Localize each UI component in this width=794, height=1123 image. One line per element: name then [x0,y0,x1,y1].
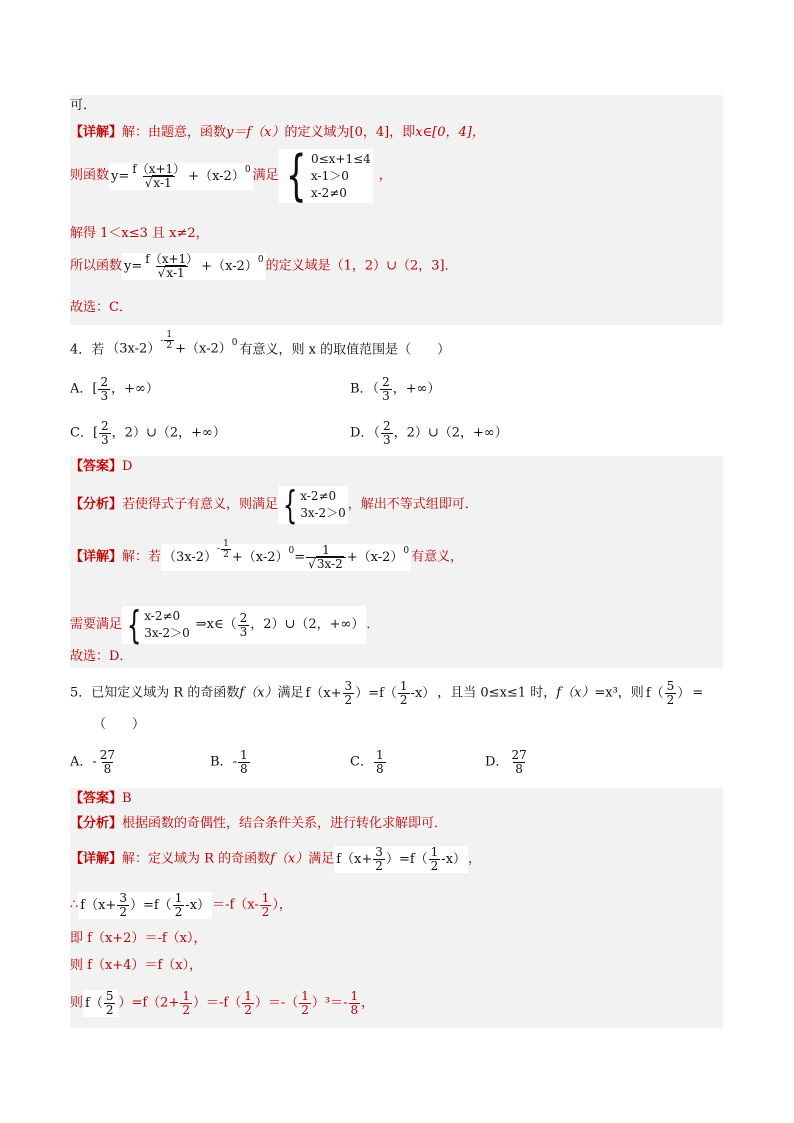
function-expr: y＝f（x） [226,125,285,140]
brace-icon: { [282,483,298,527]
condition-3: x-2≠0 [310,185,347,200]
option-4a[interactable] [70,376,159,403]
option-4d[interactable] [350,420,508,447]
option-5c[interactable]: C． $\frac{1}{8}$ [350,748,384,776]
line-period-2: 即 f（x+2）＝-f（x）， [70,931,207,946]
radicand: x-1 [166,266,185,280]
line-answer [70,459,132,475]
text: =x³，则 [594,685,644,701]
solution-block-q5 [70,788,723,1028]
line-therefore: ∴ f（x+ $\frac{3}{2}$ ）=f（ $\frac{1}{2}$ -x） ＝-f（x- $\frac{1}{2}$ ）， [70,891,292,919]
option-label: B．（ [350,381,380,397]
solution-block-q4 [70,456,723,668]
detail-text: 的定义域为[0，4]，即 [284,125,416,140]
fraction: $\frac{2}{3}$ [101,419,109,447]
exponent [160,330,175,351]
text: ）＝-（ [254,995,299,1011]
text: ＝-f（x- [212,897,259,913]
option-label: C． [350,754,373,770]
line-detail [70,846,481,873]
line-choose: 故选：D． [70,649,133,664]
text: ， [468,851,482,867]
brace-icon: { [285,144,307,207]
domain-expr: x∈[0，4]， [415,125,485,140]
option-label: B． [210,754,233,770]
line-period-4: 则 f（x+4）＝f（x）， [70,958,203,973]
numerator: f（x+1） [132,161,186,176]
text: ，解出不等式组即可． [347,497,478,512]
exp-sign: - [160,335,164,346]
text: 4．若 [70,342,105,358]
option-label: A．[ [70,381,98,397]
option-label: D． [485,754,509,770]
option-5d[interactable]: D． $\frac{27}{8}$ [485,748,527,776]
text: ）³＝- [311,995,348,1011]
analysis-tag: 【分析】 [70,816,123,831]
denominator: √x-1 [143,176,175,190]
option-label: C．[ [70,425,99,441]
text: 满足 [308,851,335,867]
answer-value: B [122,791,132,806]
option-tail: ，2）∪（2，+∞） [393,425,508,441]
line-analysis [70,483,478,527]
detail-tag: 【详解】 [70,851,123,867]
detail-text: 解：由题意，函数 [122,125,227,140]
math-y: y= [111,168,130,184]
solution-block-q3 [70,95,723,325]
denominator: √x-1 [156,266,188,280]
detail-tag: 【详解】 [70,549,123,565]
text: 解：定义域为 R 的奇函数 [122,851,271,867]
question-5-paren: （ ） [93,717,146,732]
function-expr: f（x） [270,851,309,867]
line-continuation: 可． [70,98,97,113]
formula-box: f（x+ $\frac{3}{2}$ ）=f（ $\frac{1}{2}$ -x） [305,679,436,707]
line-need [70,603,380,647]
option-tail: ，+∞） [111,381,159,397]
numerator: f（x+1） [145,252,199,266]
exponent: 0 [257,255,264,265]
text: ， [378,168,392,183]
math-y: y= [124,259,143,274]
question-4-stem [70,330,451,361]
condition-system [278,483,348,527]
formula-box [122,253,266,280]
line-conditions [70,144,392,207]
denominator: 2 [166,341,173,351]
radicand: x-1 [153,175,172,190]
line-final: 则 f（ $\frac{5}{2}$ ）=f（2+ $\frac{1}{2}$ ）＝-f（ $\frac{1}{2}$ ）＝-（ $\frac{1}{2}$ ）³＝- $\frac{1}{8}$ ， [70,989,375,1017]
fraction: $\frac{2}{3}$ [382,419,391,447]
formula-box: f（x+ $\frac{3}{2}$ ）=f（ $\frac{1}{2}$ -x） [336,845,467,873]
option-4c[interactable] [70,420,226,447]
line-analysis [70,816,447,832]
option-tail: ，2）∪（2，+∞） [111,425,226,441]
math-term: +（x-2） [201,259,258,274]
question-5-stem [70,680,703,707]
condition-2: x-1＞0 [310,168,349,183]
text: = [692,685,704,701]
answer-tag: 【答案】 [70,791,123,806]
text: ， [361,995,375,1011]
text: 若使得式子有意义，则满足 [122,497,279,512]
math-base: （3x-2） [106,341,161,357]
formula-box [109,163,253,190]
text: 有意义， [411,549,464,565]
exponent: 0 [244,164,251,175]
formula-box: { x-2≠0 3x-2＞0 ⇒x∈（ $\frac{2}{3}$ ，2）∪（2，+∞） [122,606,366,644]
text: 则 [70,995,84,1011]
detail-tag: 【详解】 [70,125,123,140]
option-label: D．（ [350,425,380,441]
fraction [143,253,200,280]
fraction [130,163,187,190]
fraction: $\frac{2}{3}$ [382,375,390,403]
formula-box: f（ $\frac{5}{2}$ ） [645,679,691,707]
analysis-tag: 【分析】 [70,497,123,512]
text: 所以函数 [70,258,123,274]
formula-box: （3x-2） - $\frac{1}{2}$ $+(x-2)^0=$ $\frac{1}{√3x-2}$ $+(x-2)^0$ [163,538,410,571]
answer-tag: 【答案】 [70,459,123,474]
function-expr: f（x） [556,685,595,701]
option-4b[interactable] [350,376,440,403]
option-5a[interactable]: A．- $\frac{27}{8}$ [70,748,116,776]
text: 5．已知定义域为 R 的奇函数 [70,685,240,701]
line-detail-domain [70,125,485,141]
analysis-text: 根据函数的奇偶性，结合条件关系，进行转化求解即可． [122,816,448,831]
condition-2: 3x-2＞0 [300,506,346,520]
text: ）， [272,897,292,913]
option-label: A． [70,754,93,770]
formula-box [104,330,239,361]
line-result [70,253,458,280]
exponent: 0 [231,337,238,348]
brace-icon: { [126,603,142,647]
line-solution: 解得 1＜x≤3 且 x≠2， [70,226,209,241]
text: 解：若 [122,549,162,565]
numerator: 1 [166,330,173,340]
option-5b[interactable]: B．- $\frac{1}{8}$ [210,748,248,776]
condition-1: x-2≠0 [300,489,337,503]
condition-system [279,144,373,207]
text: 的定义域是（1，2）∪（2，3]． [265,258,458,274]
text: 则函数 [70,168,110,183]
text: ）=f（2+ [118,995,180,1011]
math-term: +（x-2） [188,168,245,184]
text: 满足 [252,168,279,183]
answer-value: D [122,459,133,474]
condition-1: 0≤x+1≤4 [310,151,371,166]
text: 需要满足 [70,617,123,632]
text: 满足 [277,685,304,701]
text: ． [366,617,380,632]
formula-box: f（x+ $\frac{3}{2}$ ）=f（ $\frac{1}{2}$ -x） [80,891,211,919]
math-term: +（x-2） [175,341,232,357]
text: ，且当 0≤x≤1 时， [437,685,557,701]
line-answer [70,791,132,807]
line-detail [70,538,464,571]
fraction: $\frac{1}{√3x-2}$ [306,544,346,571]
text: ）＝-f（ [192,995,242,1011]
option-tail: ，+∞） [392,381,441,397]
text: 有意义，则 x 的取值范围是（ ） [239,342,451,358]
formula-box: f（ $\frac{5}{2}$ [83,990,118,1017]
therefore-icon: ∴ [70,897,79,913]
fraction: $\frac{2}{3}$ [100,375,109,403]
function-expr: f（x） [239,685,278,701]
line-choose: 故选：C． [70,300,132,315]
